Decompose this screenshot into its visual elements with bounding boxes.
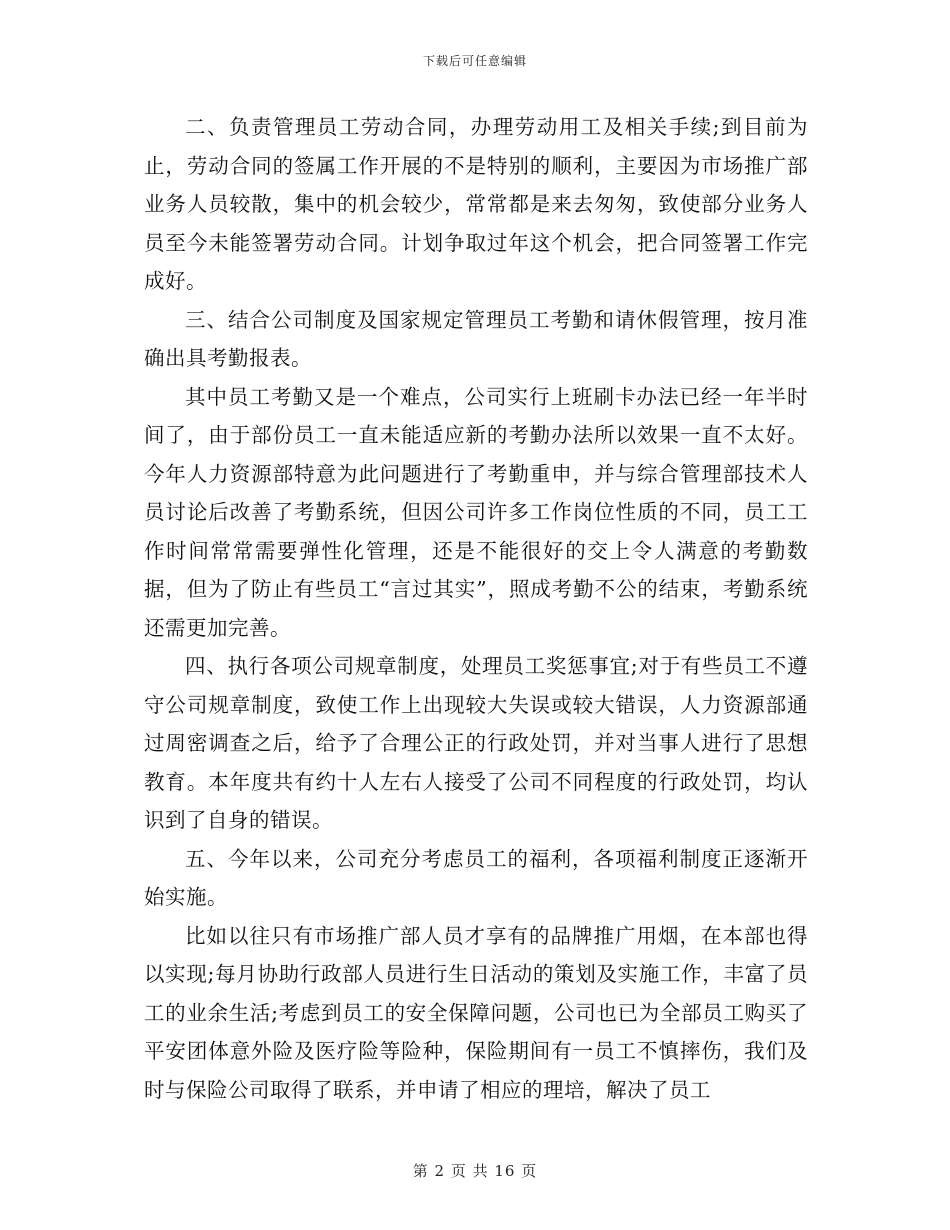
paragraph-3: 其中员工考勤又是一个难点，公司实行上班刷卡办法已经一年半时间了，由于部份员工一直未能适应新的考勤办法所以效果一直不太好。今年人力资源部特意为此问题进行了考勤重申，并与综合管理部技术人员讨论后改善了考勤系统，但因公司许多工作岗位性质的不同，员工工作时间常常需要弹性化管理，还是不能很好的交上令人满意的考勤数据，但为了防止有些员工“言过其实”，照成考勤不公的结束，考勤系统还需更加完善。: [144, 384, 808, 640]
paragraph-6: 比如以往只有市场推广部人员才享有的品牌推广用烟，在本部也得以实现;每月协助行政部人员进行生日活动的策划及实施工作，丰富了员工的业余生活;考虑到员工的安全保障问题，公司也已为全部员工购买了平安团体意外险及医疗险等险种，保险期间有一员工不慎摔伤，我们及时与保险公司取得了联系，并申请了相应的理培，解决了员工: [144, 923, 808, 1102]
paragraph-1: 二、负责管理员工劳动合同，办理劳动用工及相关手续;到目前为止，劳动合同的签属工作开展的不是特别的顺利，主要因为市场推广部业务人员较散，集中的机会较少，常常都是来去匆匆，致使部分业务人员至今未能签署劳动合同。计划争取过年这个机会，把合同签署工作完成好。: [144, 115, 808, 293]
page-header: 下载后可任意编辑: [422, 54, 527, 68]
paragraph-4: 四、执行各项公司规章制度，处理员工奖惩事宜;对于有些员工不遵守公司规章制度，致使工作上出现较大失误或较大错误，人力资源部通过周密调查之后，给予了合理公正的行政处罚，并对当事人进行了思想教育。本年度共有约十人左右人接受了公司不同程度的行政处罚，均认识到了自身的错误。: [144, 654, 808, 832]
paragraph-2: 三、结合公司制度及国家规定管理员工考勤和请休假管理，按月准确出具考勤报表。: [144, 307, 808, 370]
paragraph-5: 五、今年以来，公司充分考虑员工的福利，各项福利制度正逐渐开始实施。: [144, 846, 808, 909]
document-body: [144, 108, 808, 1109]
page-number: 第 2 页 共 16 页: [412, 1162, 538, 1180]
